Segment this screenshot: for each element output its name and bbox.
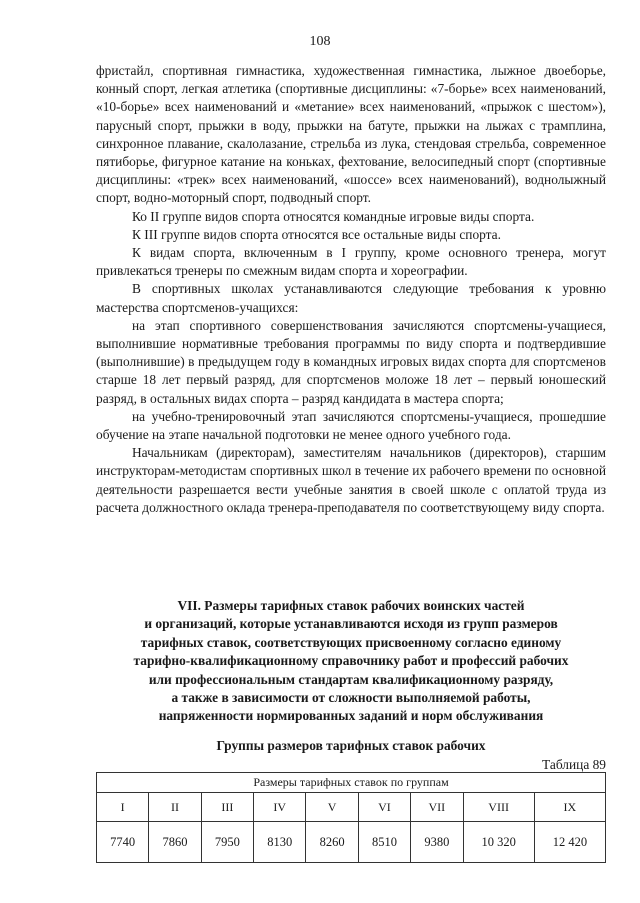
group-cell: VII: [411, 793, 463, 822]
group-cell: II: [149, 793, 201, 822]
table-number: Таблица 89: [542, 757, 606, 772]
tariff-rates-table: [96, 772, 606, 863]
body-text: [96, 62, 606, 517]
value-cell: 7950: [201, 822, 253, 863]
value-cell: 12 420: [534, 822, 605, 863]
table-header-cell: Размеры тарифных ставок по группам: [97, 773, 606, 793]
paragraph-3: К III группе видов спорта относятся все остальные виды спорта.: [132, 226, 501, 242]
group-cell: VIII: [463, 793, 534, 822]
paragraph-4: К видам спорта, включенным в I группу, кроме основного тренера, могут привлекаться тренеры по смежным видам спорта и хореографии.: [96, 245, 606, 279]
paragraph-5: В спортивных школах устанавливаются следующие требования к уровню мастерства спортсменов-учащихся:: [96, 281, 606, 315]
section-title-line: или профессиональным стандартам квалификационному разряду,: [148, 671, 554, 687]
value-cell: 8510: [358, 822, 410, 863]
section-title-line: а также в зависимости от сложности выполняемой работы,: [171, 690, 531, 706]
value-cell: 8260: [306, 822, 358, 863]
value-cell: 8130: [254, 822, 306, 863]
section-title: [96, 597, 606, 726]
group-cell: V: [306, 793, 358, 822]
value-cell: 7860: [149, 822, 201, 863]
group-cell: I: [97, 793, 149, 822]
group-cell: VI: [358, 793, 410, 822]
group-cell: III: [201, 793, 253, 822]
group-cell: IX: [534, 793, 605, 822]
paragraph-2: Ко II группе видов спорта относятся командные игровые виды спорта.: [132, 208, 535, 224]
table-header-row: [97, 773, 606, 793]
section-title-line: тарифно-квалификационному справочнику работ и профессий рабочих: [133, 653, 569, 669]
value-cell: 7740: [97, 822, 149, 863]
section-title-line: напряженности нормированных заданий и норм обслуживания: [158, 708, 544, 724]
paragraph-7: на учебно-тренировочный этап зачисляются спортсмены-учащиеся, прошедшие обучение на этапе начальной подготовки не менее одного учебного года.: [96, 408, 606, 443]
value-cell: 10 320: [463, 822, 534, 863]
section-title-line: тарифных ставок, соответствующих присвоенному согласно единому: [140, 634, 562, 650]
paragraph-8: Начальникам (директорам), заместителям начальников (директоров), старшим инструкторам-методистам спортивных школ в течение их рабочего времени по основной деятельности разрешается вести учебные занятия в своей школе с оплатой труда из расчета должностного оклада тренера-преподавателя по соответствующему виду спорта.: [96, 445, 606, 515]
table-title: Группы размеров тарифных ставок рабочих: [216, 738, 486, 753]
table-values-row: [97, 822, 606, 863]
section-title-line: и организаций, которые устанавливаются исходя из групп размеров: [144, 616, 558, 632]
paragraph-1: фристайл, спортивная гимнастика, художественная гимнастика, лыжное двоеборье, конный спорт, легкая атлетика (спортивные дисциплины: «7-борье» всех наименований, «10-борье» всех наименований и «метание» всех наименований, «прыжок с шестом»), парусный спорт, прыжки в воду, прыжки на батуте, прыжки на лыжах с трамплина, синхронное плавание, скалолазание, стрельба из лука, стендовая стрельба, современное пятиборье, фигурное катание на коньках, фехтование, велосипедный спорт (спортивные дисциплины: «трек» всех наименований, «шоссе» всех наименований), воднолыжный спорт, водно-моторный спорт, подводный спорт.: [96, 63, 606, 206]
paragraph-6: на этап спортивного совершенствования зачисляются спортсмены-учащиеся, выполнившие нормативные требования программы по виду спорта и подтвердившие (выполнившие) в предыдущем году в командных игровых видах спорта для спортсменов старше 18 лет первый разряд, для спортсменов моложе 18 лет – первый юношеский разряд, в остальных видах спорта – разряд кандидата в мастера спорта;: [96, 317, 606, 406]
group-cell: IV: [254, 793, 306, 822]
table-groups-row: [97, 793, 606, 822]
page-number: 108: [309, 34, 331, 49]
value-cell: 9380: [411, 822, 463, 863]
section-title-line: VII. Размеры тарифных ставок рабочих воинских частей: [177, 598, 525, 613]
